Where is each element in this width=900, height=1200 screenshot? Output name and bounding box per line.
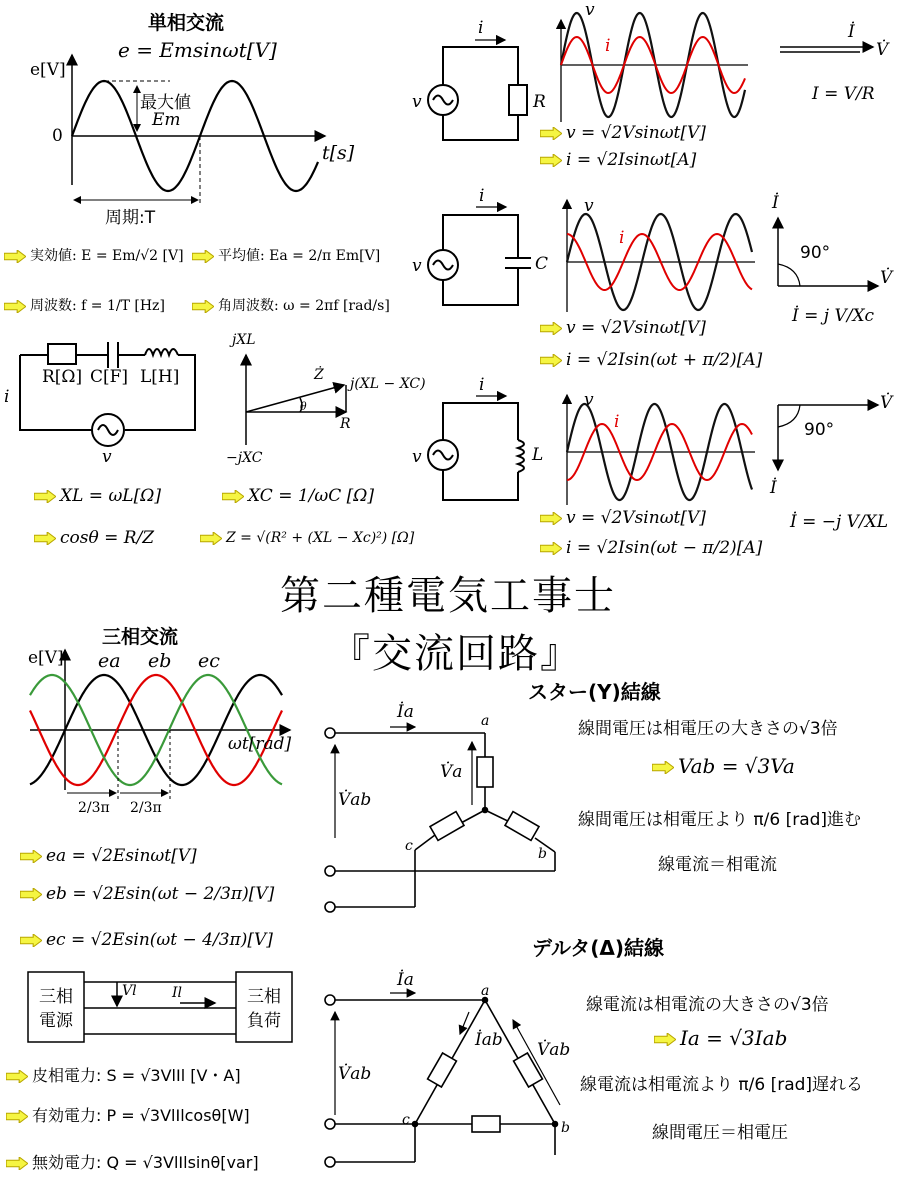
c-phasor-i: İ — [772, 193, 779, 213]
rms-formula: 実効値: E = Em/√2 [V] — [4, 245, 184, 265]
single-phase-ylabel: e[V] — [30, 60, 66, 80]
delta-title: デルタ(Δ)結線 — [532, 936, 664, 960]
yellow-arrow-icon — [222, 490, 244, 503]
impedance-diagram — [246, 355, 346, 445]
star-formula: Vab = √3Va — [652, 754, 795, 778]
freq-formula: 周波数: f = 1/T [Hz] — [4, 295, 165, 315]
star-note-2: 線間電圧は相電圧より π/6 [rad]進む — [578, 810, 862, 830]
delta-node-b: b — [561, 1120, 570, 1136]
angfreq-formula: 角周波数: ω = 2πf [rad/s] — [192, 295, 390, 315]
delta-ia: İa — [397, 970, 414, 990]
yellow-arrow-icon — [540, 354, 562, 367]
imp-z: Ż — [314, 367, 324, 383]
z-formula: Z = √(R² + (XL − Xc)²) [Ω] — [200, 530, 414, 546]
rlc-c-label: C[F] — [90, 367, 129, 387]
l-eq-i: i = √2Isin(ωt − π/2)[A] — [540, 538, 762, 558]
rlc-r-label: R[Ω] — [42, 367, 83, 387]
inductor-circuit — [428, 396, 524, 500]
rlc-l-label: L[H] — [140, 367, 180, 387]
r-ohm-law: I = V/R — [812, 84, 875, 104]
star-ia: İa — [397, 702, 414, 722]
delta-vab-phase: V̇ab — [537, 1040, 571, 1060]
yellow-arrow-icon — [652, 761, 674, 774]
star-vab: V̇ab — [338, 790, 372, 810]
imp-jx: j(XL − XC) — [350, 376, 426, 392]
l-angle: 90° — [804, 420, 835, 440]
delta-node-a: a — [481, 983, 490, 999]
yellow-arrow-icon — [540, 127, 562, 140]
l-circuit-i: i — [479, 375, 485, 395]
l-ohm-law: İ = −j V/XL — [790, 512, 889, 532]
c-circuit-i: i — [479, 186, 485, 206]
single-phase-xlabel: t[s] — [322, 142, 355, 164]
yellow-arrow-icon — [654, 1033, 676, 1046]
three-phase-source: 三相電源 — [39, 987, 73, 1031]
c-circuit-c: C — [535, 254, 549, 274]
resistor-waveform — [561, 13, 873, 122]
l-phasor-v: V̇ — [880, 393, 893, 413]
yellow-arrow-icon — [192, 300, 214, 313]
imp-jxc: −jXC — [226, 450, 263, 466]
yellow-arrow-icon — [6, 1070, 28, 1083]
r-eq-i: i = √2Isinωt[A] — [540, 150, 696, 170]
c-eq-i: i = √2Isin(ωt + π/2)[A] — [540, 350, 762, 370]
avg-formula: 平均値: Ea = 2/π Em[V] — [192, 245, 380, 265]
legend-eb: eb — [148, 650, 172, 672]
yellow-arrow-icon — [20, 850, 42, 863]
yellow-arrow-icon — [6, 1110, 28, 1123]
l-wave-v: v — [584, 390, 594, 410]
line-current-label: Il — [172, 985, 183, 1001]
xl-formula: XL = ωL[Ω] — [34, 486, 161, 506]
yellow-arrow-icon — [20, 888, 42, 901]
cos-formula: cosθ = R/Z — [34, 528, 154, 548]
l-circuit-v: v — [412, 447, 422, 467]
c-wave-v: v — [584, 196, 594, 216]
eq-eb: eb = √2Esin(ωt − 2/3π)[V] — [20, 884, 274, 904]
c-ohm-law: İ = j V/Xc — [792, 306, 875, 326]
yellow-arrow-icon — [540, 322, 562, 335]
single-phase-graph — [72, 55, 325, 205]
r-wave-i: i — [605, 36, 611, 56]
yellow-arrow-icon — [540, 512, 562, 525]
capacitor-waveform — [567, 200, 878, 312]
rlc-current: i — [4, 387, 10, 407]
xc-formula: XC = 1/ωC [Ω] — [222, 486, 374, 506]
yellow-arrow-icon — [200, 532, 222, 545]
legend-ec: ec — [198, 650, 220, 672]
yellow-arrow-icon — [540, 542, 562, 555]
eq-ea: ea = √2Esinωt[V] — [20, 846, 197, 866]
c-wave-i: i — [619, 228, 625, 248]
c-circuit-v: v — [412, 256, 422, 276]
r-circuit-i: i — [478, 18, 484, 38]
active-power: 有効電力: P = √3VlIlcosθ[W] — [6, 1103, 250, 1126]
r-phasor-v: V̇ — [876, 40, 889, 60]
c-eq-v: v = √2Vsinωt[V] — [540, 318, 706, 338]
rlc-circuit — [20, 342, 195, 446]
tick-label-1: 2/3π — [78, 800, 110, 816]
main-title: 第二種電気工事士 — [280, 573, 616, 619]
c-phasor-v: V̇ — [880, 268, 893, 288]
star-node-c: c — [405, 838, 413, 854]
reactive-power: 無効電力: Q = √3VlIlsinθ[var] — [6, 1150, 259, 1173]
star-node-a: a — [481, 713, 490, 729]
eq-ec: ec = √2Esin(ωt − 4/3π)[V] — [20, 930, 273, 950]
l-phasor-i: İ — [770, 478, 777, 498]
imp-jxl: jXL — [232, 332, 256, 348]
max-value-label: 最大値 — [140, 93, 191, 113]
delta-formula: Ia = √3Iab — [654, 1026, 787, 1050]
single-phase-title: 単相交流 — [148, 12, 225, 34]
period-label: 周期:T — [105, 208, 156, 228]
legend-ea: ea — [98, 650, 121, 672]
three-phase-xlabel: ωt[rad] — [228, 734, 292, 754]
imp-theta: θ — [300, 400, 307, 413]
delta-iab: İab — [475, 1030, 503, 1050]
star-note-3: 線電流＝相電流 — [658, 855, 777, 875]
three-phase-graph — [30, 650, 290, 800]
single-phase-zero: 0 — [52, 126, 63, 146]
delta-note-3: 線間電圧＝相電圧 — [652, 1123, 788, 1143]
tick-label-2: 2/3π — [130, 800, 162, 816]
yellow-arrow-icon — [192, 250, 214, 263]
yellow-arrow-icon — [34, 532, 56, 545]
yellow-arrow-icon — [6, 1157, 28, 1170]
yellow-arrow-icon — [540, 154, 562, 167]
star-circuit — [325, 727, 555, 912]
star-node-b: b — [538, 846, 547, 862]
resistor-circuit — [428, 40, 527, 140]
l-circuit-l: L — [532, 445, 544, 465]
sub-title: 『交流回路』 — [330, 631, 582, 677]
star-va: V̇a — [440, 762, 463, 782]
rlc-source: v — [102, 447, 112, 467]
single-phase-equation: e = Emsinωt[V] — [118, 38, 277, 62]
yellow-arrow-icon — [4, 300, 26, 313]
delta-node-c: c — [402, 1112, 410, 1128]
capacitor-circuit — [428, 207, 531, 305]
yellow-arrow-icon — [4, 250, 26, 263]
l-eq-v: v = √2Vsinωt[V] — [540, 508, 706, 528]
apparent-power: 皮相電力: S = √3VlIl [V・A] — [6, 1063, 241, 1086]
three-phase-ylabel: e[V] — [28, 648, 64, 668]
delta-note-2: 線電流は相電流より π/6 [rad]遅れる — [580, 1075, 864, 1095]
delta-note-1: 線電流は相電流の大きさの√3倍 — [586, 995, 829, 1015]
line-voltage-label: Vl — [122, 983, 137, 999]
r-circuit-v: v — [412, 92, 422, 112]
yellow-arrow-icon — [34, 490, 56, 503]
l-wave-i: i — [614, 412, 620, 432]
star-title: スター(Y)結線 — [528, 680, 661, 704]
max-value-symbol: Em — [152, 110, 181, 130]
star-note-1: 線間電圧は相電圧の大きさの√3倍 — [578, 719, 838, 739]
yellow-arrow-icon — [20, 934, 42, 947]
delta-vab: V̇ab — [338, 1064, 372, 1084]
r-eq-v: v = √2Vsinωt[V] — [540, 123, 706, 143]
imp-r: R — [340, 416, 351, 432]
three-phase-load: 三相負荷 — [247, 987, 281, 1031]
r-phasor-i: İ — [848, 22, 855, 42]
r-wave-v: v — [585, 0, 595, 20]
r-circuit-r: R — [533, 92, 546, 112]
three-phase-title: 三相交流 — [102, 626, 179, 648]
c-angle: 90° — [800, 243, 831, 263]
